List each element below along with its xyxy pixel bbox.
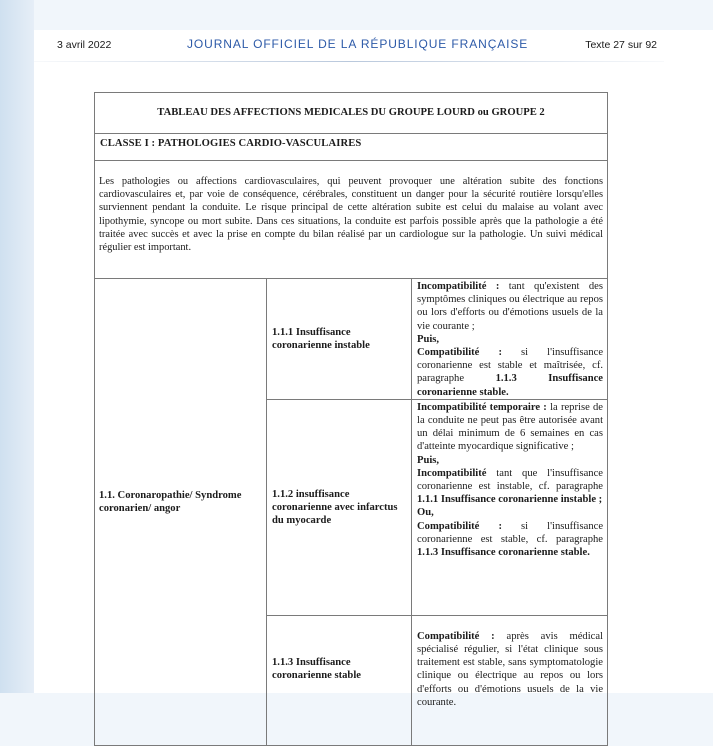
class-heading: CLASSE I : PATHOLOGIES CARDIO-VASCULAIRES xyxy=(95,134,608,161)
rule-keyword: Incompatibilité : xyxy=(417,281,500,292)
rule-keyword: Incompatibilité xyxy=(417,467,487,479)
rule-keyword: Incompatibilité temporaire : xyxy=(417,401,547,413)
rule-keyword: Compatibilité : xyxy=(417,347,502,359)
rule-reference: 1.1.3 Insuffisance coronarienne stable. xyxy=(417,547,590,559)
rule-text: tant que l'insuffisance coronarienne est instable, cf. paragraphe xyxy=(417,467,604,493)
rule-text: si l'insuffisance coronarienne est stable, cf. paragraphe xyxy=(417,520,604,545)
rule-text: après avis médical spécialisé régulier, si l'état clinique sous traitement est stable, sans symptomatologie clinique ou électrique au repos ou lors d'efforts ou d'émotions usuels de la vie courante. xyxy=(417,630,604,708)
header-date: 3 avril 2022 xyxy=(57,39,112,51)
rule-keyword: Puis, xyxy=(417,333,440,345)
rule-keyword: Compatibilité : xyxy=(417,520,502,532)
header-journal-title: JOURNAL OFFICIEL DE LA RÉPUBLIQUE FRANÇAISE xyxy=(187,37,529,51)
rule-keyword: Compatibilité : xyxy=(417,630,495,642)
condition-rule xyxy=(412,279,608,400)
rule-text: si l'insuffisance coronarienne est stable et maîtrisée, cf. paragraphe xyxy=(417,347,604,385)
condition-rule xyxy=(412,615,608,745)
page-header xyxy=(34,30,713,62)
rule-text: tant qu'existent des symptômes cliniques ou électrique au repos ou lors d'efforts ou d'émotions usuels de la vie courante ; xyxy=(417,281,604,332)
table-title: TABLEAU DES AFFECTIONS MEDICALES DU GROUPE LOURD ou GROUPE 2 xyxy=(95,93,608,134)
header-rule xyxy=(34,61,664,62)
document-page xyxy=(34,30,713,708)
intro-paragraph: Les pathologies ou affections cardiovasculaires, qui peuvent provoquer une altération subite des fonctions cardiovasculaires et, par voie de conséquence, cérébrales, constituent un danger pour la sécurité routière lorsqu'elles surviennent pendant la conduite. Le risque principal de cette altération subite est celui du malaise au volant avec lipothymie, syncope ou mort subite. Dans ces situations, la conduite est parfois possible après que la pathologie a été traitée avec succès et avec la prise en compte du bilan réalisé par un cardiologue sur la pathologie. Un suivi médical régulier est important. xyxy=(95,161,608,279)
viewer-left-margin xyxy=(0,0,34,693)
medical-conditions-table xyxy=(94,92,608,746)
rule-keyword: Ou, xyxy=(417,507,434,519)
rule-reference: 1.1.3 Insuffisance coronarienne stable. xyxy=(417,373,604,398)
rule-reference: 1.1.1 Insuffisance coronarienne instable ; xyxy=(417,494,603,506)
rule-text: la reprise de la conduite ne peut pas être autorisée avant un délai minimum de 6 semaines en cas d'atteinte myocardique significative ; xyxy=(417,401,604,453)
header-page-number: Texte 27 sur 92 xyxy=(585,39,657,51)
condition-label: 1.1.3 Insuffisance coronarienne stable xyxy=(267,615,412,745)
condition-label: 1.1.2 insuffisance coronarienne avec infarctus du myocarde xyxy=(267,399,412,615)
condition-rule xyxy=(412,399,608,615)
category-cell: 1.1. Coronaropathie/ Syndrome coronarien/ angor xyxy=(95,279,267,746)
rule-keyword: Puis, xyxy=(417,454,440,466)
condition-label: 1.1.1 Insuffisance coronarienne instable xyxy=(267,279,412,400)
